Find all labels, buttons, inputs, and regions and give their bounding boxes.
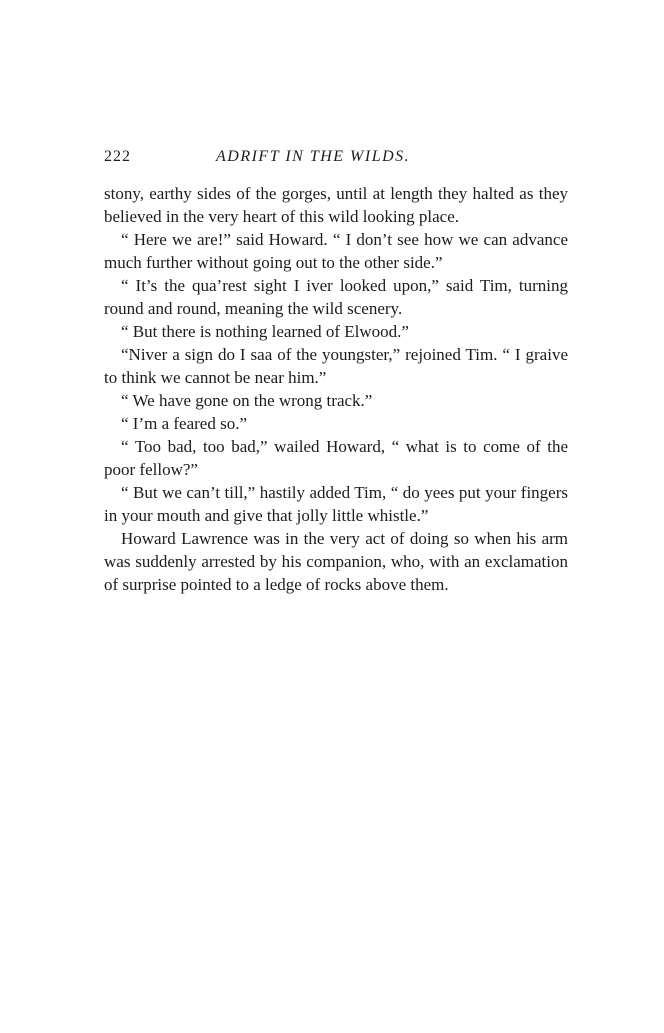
paragraph-dialogue: “ It’s the qua’rest sight I iver looked upon,” said Tim, turning round and round, meaning the wild scenery. — [104, 276, 568, 318]
body-text — [104, 182, 568, 596]
running-head — [104, 148, 568, 172]
paragraph-dialogue: “ We have gone on the wrong track.” — [121, 391, 373, 410]
paragraph-dialogue: “ Too bad, too bad,” wailed Howard, “ what is to come of the poor fellow?” — [104, 437, 568, 479]
book-page — [104, 148, 568, 596]
paragraph-continuation: stony, earthy sides of the gorges, until at length they halted as they believed in the very heart of this wild looking place. — [104, 184, 568, 226]
paragraph-dialogue: “ I’m a feared so.” — [121, 414, 248, 433]
paragraph-dialogue: “ But there is nothing learned of Elwood.” — [121, 322, 409, 341]
paragraph-dialogue: “Niver a sign do I saa of the youngster,” rejoined Tim. “ I graive to think we cannot be near him.” — [104, 345, 568, 387]
paragraph-narrative: Howard Lawrence was in the very act of doing so when his arm was suddenly arrested by his companion, who, with an exclamation of surprise pointed to a ledge of rocks above them. — [104, 529, 568, 594]
running-title: ADRIFT IN THE WILDS. — [216, 148, 411, 165]
paragraph-dialogue: “ Here we are!” said Howard. “ I don’t see how we can advance much further without going out to the other side.” — [104, 230, 568, 272]
paragraph-dialogue: “ But we can’t till,” hastily added Tim, “ do yees put your fingers in your mouth and give that jolly little whistle.” — [104, 483, 568, 525]
page-number: 222 — [104, 148, 131, 165]
